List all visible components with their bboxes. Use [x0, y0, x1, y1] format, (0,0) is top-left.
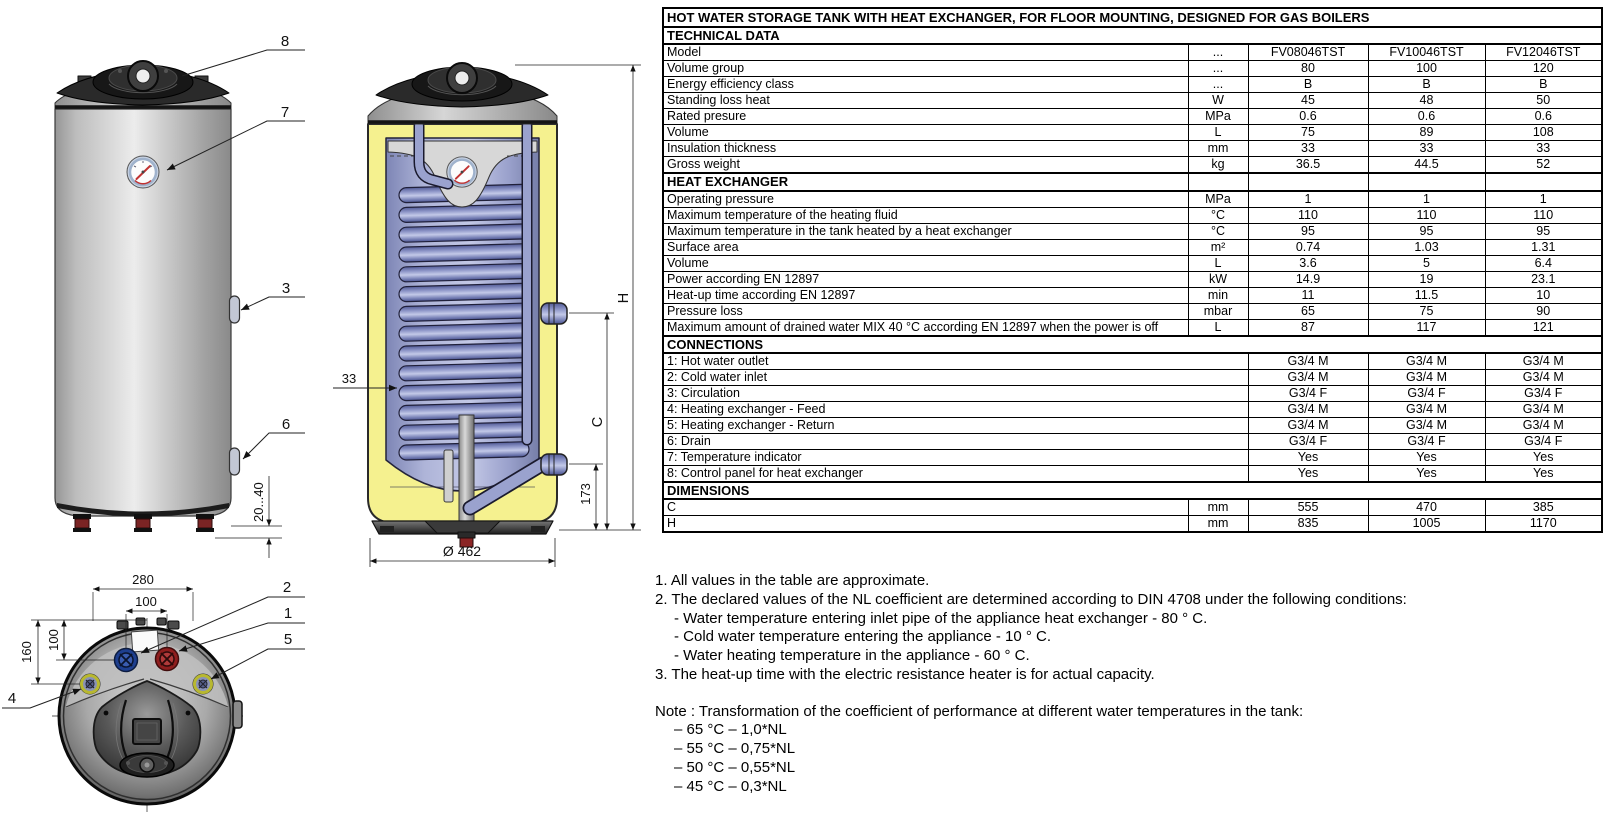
spec-value: 117 [1368, 319, 1485, 336]
callout-2: 2 [282, 579, 292, 596]
spec-row [663, 93, 1602, 109]
spec-label: Standing loss heat [663, 93, 1188, 109]
spec-row [663, 191, 1602, 208]
spec-value: Yes [1485, 465, 1602, 482]
spec-value: 90 [1485, 303, 1602, 319]
spec-value: G3/4 F [1368, 433, 1485, 449]
spec-value: 1 [1485, 191, 1602, 208]
spec-label: 7: Temperature indicator [663, 449, 1248, 465]
technical-drawing [0, 0, 660, 824]
spec-value: G3/4 F [1248, 385, 1368, 401]
spec-unit: ... [1188, 77, 1248, 93]
spec-value: 23.1 [1485, 271, 1602, 287]
circulation-nub [230, 296, 240, 323]
spec-row [663, 109, 1602, 125]
section-label: TECHNICAL DATA [663, 27, 1602, 44]
spec-value: 1005 [1368, 516, 1485, 533]
spec-label: Maximum temperature of the heating fluid [663, 207, 1188, 223]
spec-label: Pressure loss [663, 303, 1188, 319]
spec-value: 95 [1368, 223, 1485, 239]
spec-row [663, 255, 1602, 271]
spec-value: 10 [1485, 287, 1602, 303]
spec-table-body [663, 8, 1602, 532]
spec-label: Power according EN 12897 [663, 271, 1188, 287]
spec-value: G3/4 M [1248, 369, 1368, 385]
note-line: – 65 °C – 1,0*NL [674, 721, 787, 739]
spec-unit: L [1188, 255, 1248, 271]
spec-value: 50 [1485, 93, 1602, 109]
spec-row [663, 465, 1602, 482]
spec-value: 80 [1248, 61, 1368, 77]
table-title: HOT WATER STORAGE TANK WITH HEAT EXCHANGER, FOR FLOOR MOUNTING, DESIGNED FOR GAS BOILERS [663, 8, 1602, 27]
spec-row [663, 77, 1602, 93]
spec-value: 36.5 [1248, 157, 1368, 174]
spec-value: 33 [1368, 141, 1485, 157]
spec-label: 4: Heating exchanger - Feed [663, 401, 1248, 417]
control-panel-cap [57, 61, 229, 105]
spec-value: 95 [1485, 223, 1602, 239]
spec-value: 0.6 [1248, 109, 1368, 125]
spec-value: G3/4 F [1485, 433, 1602, 449]
spec-value: 6.4 [1485, 255, 1602, 271]
spec-row [663, 223, 1602, 239]
spec-label: Maximum temperature in the tank heated by a heat exchanger [663, 223, 1188, 239]
spec-row [663, 287, 1602, 303]
notes-list [655, 572, 1605, 685]
spec-row [663, 61, 1602, 77]
spec-value [1485, 173, 1602, 190]
spec-value: 75 [1248, 125, 1368, 141]
spec-value [1248, 173, 1368, 190]
spec-unit: kW [1188, 271, 1248, 287]
spec-value: G3/4 M [1248, 353, 1368, 370]
feet-height-label: 20...40 [251, 482, 266, 522]
spec-value: B [1248, 77, 1368, 93]
note-line: – 45 °C – 0,3*NL [674, 777, 787, 795]
spec-unit: ... [1188, 61, 1248, 77]
spec-value: 385 [1485, 499, 1602, 516]
spec-value: 5 [1368, 255, 1485, 271]
dim-280: 280 [132, 572, 154, 587]
spec-value: 14.9 [1248, 271, 1368, 287]
section-view-drawing [333, 63, 641, 567]
section-row [663, 27, 1602, 44]
spec-value: 11.5 [1368, 287, 1485, 303]
spec-value: 95 [1248, 223, 1368, 239]
spec-unit: W [1188, 93, 1248, 109]
spec-row [663, 271, 1602, 287]
spec-value: 89 [1368, 125, 1485, 141]
spec-value: 110 [1368, 207, 1485, 223]
spec-label: 1: Hot water outlet [663, 353, 1248, 370]
spec-value: 835 [1248, 516, 1368, 533]
spec-unit: ... [1188, 44, 1248, 61]
note-line: 3. The heat-up time with the electric resistance heater is for actual capacity. [655, 665, 1155, 683]
cold-water-connection [115, 649, 138, 672]
spec-row [663, 516, 1602, 533]
section-row [663, 173, 1602, 190]
spec-label: Surface area [663, 239, 1188, 255]
dim-100-horizontal: 100 [135, 594, 157, 609]
section-label: DIMENSIONS [663, 482, 1602, 499]
spec-row [663, 157, 1602, 174]
spec-value: G3/4 M [1368, 353, 1485, 370]
spec-label: Model [663, 44, 1188, 61]
spec-row [663, 239, 1602, 255]
spec-value: G3/4 M [1485, 401, 1602, 417]
spec-label: 2: Cold water inlet [663, 369, 1248, 385]
spec-label: C [663, 499, 1188, 516]
spec-label: 3: Circulation [663, 385, 1248, 401]
spec-unit: min [1188, 287, 1248, 303]
spec-label: Insulation thickness [663, 141, 1188, 157]
spec-value: G3/4 M [1248, 417, 1368, 433]
spec-unit: MPa [1188, 191, 1248, 208]
spec-value: G3/4 M [1485, 353, 1602, 370]
spec-value: Yes [1368, 449, 1485, 465]
callout-33: 33 [341, 371, 357, 386]
transform-note-list [655, 721, 1605, 796]
spec-label: 5: Heating exchanger - Return [663, 417, 1248, 433]
spec-value: 100 [1368, 61, 1485, 77]
section-cap [376, 63, 548, 107]
spec-value: Yes [1368, 465, 1485, 482]
spec-value: 1 [1368, 191, 1485, 208]
spec-value: 121 [1485, 319, 1602, 336]
spec-value: 0.6 [1368, 109, 1485, 125]
spec-value: G3/4 M [1485, 369, 1602, 385]
spec-label: Volume [663, 125, 1188, 141]
spec-row [663, 433, 1602, 449]
label-sticker [131, 630, 158, 652]
spec-value: 33 [1248, 141, 1368, 157]
spec-value: 33 [1485, 141, 1602, 157]
he-feed-connection [80, 674, 100, 694]
section-row [663, 482, 1602, 499]
spec-label: Heat-up time according EN 12897 [663, 287, 1188, 303]
transform-note-title: Note : Transformation of the coefficient of performance at different water temperatures in the tank: [655, 702, 1304, 720]
spec-unit: L [1188, 319, 1248, 336]
spec-row [663, 207, 1602, 223]
dim-c-label: C [590, 416, 606, 428]
note-line: - Water heating temperature in the appliance - 60 ° C. [674, 647, 1030, 664]
spec-value: G3/4 M [1368, 401, 1485, 417]
dim-diameter-label: Ø 462 [442, 543, 482, 559]
dim-173-label: 173 [578, 483, 593, 505]
spec-value: 48 [1368, 93, 1485, 109]
spec-value: 110 [1485, 207, 1602, 223]
spec-value: 1.31 [1485, 239, 1602, 255]
spec-value: 555 [1248, 499, 1368, 516]
spec-value: 75 [1368, 303, 1485, 319]
spec-value: G3/4 F [1248, 433, 1368, 449]
spec-row [663, 125, 1602, 141]
spec-value: B [1485, 77, 1602, 93]
spec-value: Yes [1485, 449, 1602, 465]
spec-row [663, 369, 1602, 385]
spec-row [663, 353, 1602, 370]
spec-unit: mm [1188, 516, 1248, 533]
spec-value: G3/4 M [1485, 417, 1602, 433]
spec-row [663, 303, 1602, 319]
spec-label: Operating pressure [663, 191, 1188, 208]
spec-value: 19 [1368, 271, 1485, 287]
spec-value: FV10046TST [1368, 44, 1485, 61]
spec-value: B [1368, 77, 1485, 93]
dim-160: 160 [19, 641, 34, 663]
spec-value: 0.74 [1248, 239, 1368, 255]
spec-value: 1.03 [1368, 239, 1485, 255]
spec-value: 1170 [1485, 516, 1602, 533]
note-line: - Cold water temperature entering the appliance - 10 ° C. [674, 628, 1052, 646]
sensor-tube [444, 450, 453, 502]
spec-value: 0.6 [1485, 109, 1602, 125]
bottom-flange [120, 753, 174, 777]
spec-value: 108 [1485, 125, 1602, 141]
spec-row [663, 385, 1602, 401]
tank-feet [73, 514, 214, 532]
spec-value: Yes [1248, 465, 1368, 482]
spec-unit: °C [1188, 223, 1248, 239]
spec-value: 52 [1485, 157, 1602, 174]
spec-label: Volume group [663, 61, 1188, 77]
note-line: - Water temperature entering inlet pipe of the appliance heat exchanger - 80 ° C. [674, 609, 1208, 627]
spec-value: G3/4 F [1368, 385, 1485, 401]
spec-unit: L [1188, 125, 1248, 141]
spec-label: H [663, 516, 1188, 533]
spec-label: 6: Drain [663, 433, 1248, 449]
spec-unit: m² [1188, 239, 1248, 255]
spec-value: 110 [1248, 207, 1368, 223]
spec-unit: mm [1188, 141, 1248, 157]
spec-label: Maximum amount of drained water MIX 40 °C according EN 12897 when the power is off [663, 319, 1188, 336]
side-view-drawing [55, 33, 305, 558]
drain-nub [230, 448, 240, 475]
note-line: – 50 °C – 0,55*NL [674, 758, 796, 776]
center-pipe [459, 415, 474, 533]
table-title-row [663, 8, 1602, 27]
spec-label: Energy efficiency class [663, 77, 1188, 93]
spec-unit: mm [1188, 499, 1248, 516]
spec-value: G3/4 M [1368, 369, 1485, 385]
he-return-connection [193, 674, 213, 694]
spec-unit: kg [1188, 157, 1248, 174]
spec-value [1368, 173, 1485, 190]
section-row [663, 336, 1602, 353]
spec-value: 11 [1248, 287, 1368, 303]
spec-value: Yes [1248, 449, 1368, 465]
spec-row [663, 319, 1602, 336]
section-label: CONNECTIONS [663, 336, 1602, 353]
spec-value: 65 [1248, 303, 1368, 319]
spec-value: 44.5 [1368, 157, 1485, 174]
callout-5: 5 [283, 631, 293, 648]
callout-7: 7 [280, 104, 290, 121]
section-label: HEAT EXCHANGER [663, 173, 1188, 190]
callout-1: 1 [283, 605, 293, 622]
note-line: – 55 °C – 0,75*NL [674, 740, 796, 757]
spec-value: 470 [1368, 499, 1485, 516]
spec-value: G3/4 M [1248, 401, 1368, 417]
spec-label: Rated presure [663, 109, 1188, 125]
spec-table [662, 7, 1603, 533]
callout-3: 3 [281, 280, 291, 297]
spec-label: Volume [663, 255, 1188, 271]
spec-row [663, 499, 1602, 516]
spec-value: G3/4 M [1368, 417, 1485, 433]
spec-label: Gross weight [663, 157, 1188, 174]
spec-value: 120 [1485, 61, 1602, 77]
dim-h-label: H [616, 292, 632, 304]
callout-8: 8 [280, 33, 290, 50]
side-port [233, 701, 242, 728]
spec-value: G3/4 F [1485, 385, 1602, 401]
spec-value: 1 [1248, 191, 1368, 208]
spec-value: 45 [1248, 93, 1368, 109]
spec-row [663, 417, 1602, 433]
spec-unit: mbar [1188, 303, 1248, 319]
temperature-gauge [127, 156, 159, 188]
notes-block [655, 572, 1605, 796]
spec-row [663, 449, 1602, 465]
spec-row [663, 44, 1602, 61]
spec-value: 87 [1248, 319, 1368, 336]
spec-value: 3.6 [1248, 255, 1368, 271]
spec-label: 8: Control panel for heat exchanger [663, 465, 1248, 482]
bottom-view-drawing [2, 572, 305, 812]
note-line: 2. The declared values of the NL coefficient are determined according to DIN 4708 under the following conditions: [655, 590, 1407, 608]
callout-6: 6 [281, 416, 291, 433]
spec-value: FV12046TST [1485, 44, 1602, 61]
callout-4: 4 [7, 690, 17, 707]
spec-unit: MPa [1188, 109, 1248, 125]
note-line: 1. All values in the table are approximate. [655, 572, 930, 589]
dim-100-vertical: 100 [46, 629, 61, 651]
spec-row [663, 141, 1602, 157]
spec-row [663, 401, 1602, 417]
hot-water-connection [156, 648, 179, 671]
spec-unit: °C [1188, 207, 1248, 223]
spec-value: FV08046TST [1248, 44, 1368, 61]
spec-unit [1188, 173, 1248, 190]
